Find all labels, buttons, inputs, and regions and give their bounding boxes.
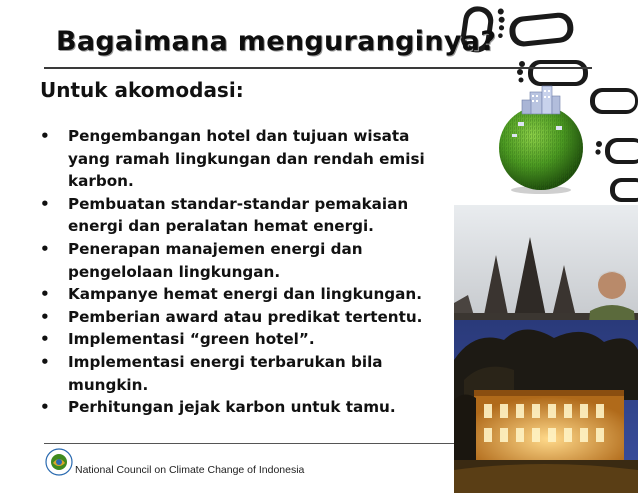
hotel-night-photo	[454, 320, 638, 493]
bullet-list	[38, 125, 458, 419]
bullet-text-line: Penerapan manajemen energi dan	[68, 239, 363, 258]
green-city-sphere-image	[492, 82, 590, 194]
footer-divider	[44, 443, 454, 444]
bullet-symbol: •	[40, 239, 50, 258]
bullet-text-line: Pembuatan standar-standar pemakaian	[68, 194, 409, 213]
bullet-text-line: Implementasi energi terbarukan bila	[68, 352, 383, 371]
bullet-item	[38, 351, 458, 396]
title-divider	[44, 67, 592, 69]
bullet-text-line: karbon.	[68, 172, 134, 191]
bullet-item	[38, 238, 458, 283]
bullet-symbol: •	[40, 194, 50, 213]
bullet-item	[38, 193, 458, 238]
bullet-text-line: Implementasi “green hotel”.	[68, 330, 315, 349]
bullet-item	[38, 328, 458, 351]
bullet-text-line: Pemberian award atau predikat tertentu.	[68, 307, 423, 326]
section-subtitle: Untuk akomodasi:	[40, 78, 244, 102]
bullet-text-line: yang ramah lingkungan dan rendah emisi	[68, 149, 425, 168]
bullet-text-line: Kampanye hemat energi dan lingkungan.	[68, 285, 423, 304]
bullet-item	[38, 283, 458, 306]
dnpi-logo	[44, 447, 74, 477]
bullet-symbol: •	[40, 285, 50, 304]
bullet-symbol: •	[40, 352, 50, 371]
bullet-item	[38, 306, 458, 329]
bullet-symbol: •	[40, 398, 50, 417]
bullet-text-line: energi dan peralatan hemat energi.	[68, 217, 374, 236]
bullet-symbol: •	[40, 307, 50, 326]
bullet-text-line: pengelolaan lingkungan.	[68, 262, 281, 281]
bullet-text-line: Pengembangan hotel dan tujuan wisata	[68, 127, 410, 145]
bullet-item	[38, 125, 458, 193]
bullet-text-line: Perhitungan jejak karbon untuk tamu.	[68, 398, 396, 417]
page-title: Bagaimana menguranginya?	[56, 26, 497, 57]
bullet-text-line: mungkin.	[68, 375, 149, 394]
bullet-symbol: •	[40, 127, 50, 145]
bullet-item	[38, 396, 458, 419]
bullet-symbol: •	[40, 330, 50, 349]
footer-organization: National Council on Climate Change of Indonesia	[75, 464, 305, 476]
